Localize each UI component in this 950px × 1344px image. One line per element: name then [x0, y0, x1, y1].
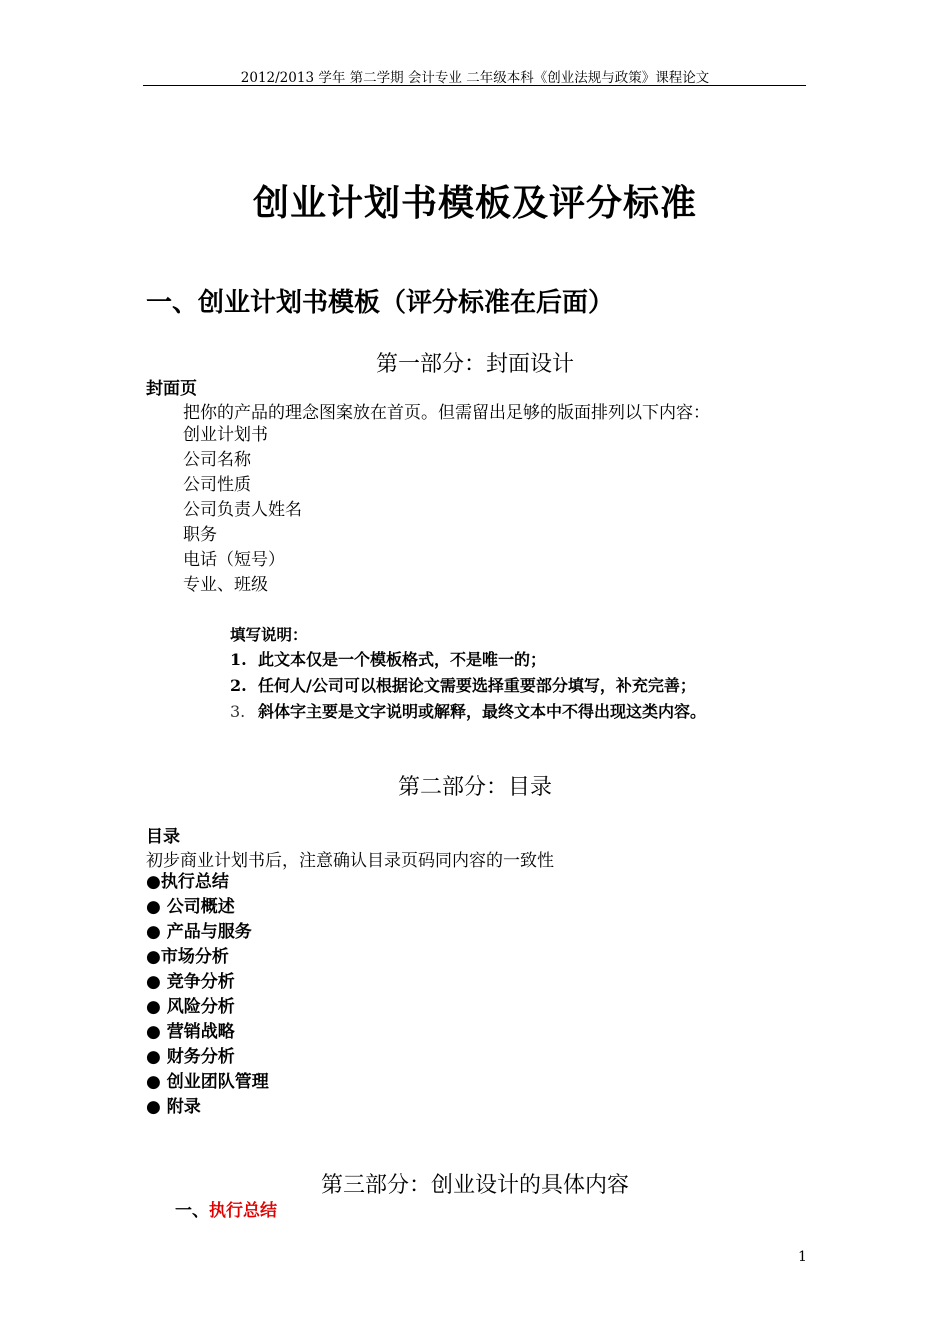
notes-list: [230, 647, 706, 725]
note-item: [230, 699, 706, 725]
list-item: 专业、班级: [183, 575, 268, 595]
note-text: 任何人/公司可以根据论文需要选择重要部分填写，补充完善；: [258, 676, 696, 695]
list-item: 创业计划书: [183, 425, 268, 445]
note-number: 1.: [230, 650, 247, 669]
list-item: 职务: [183, 525, 217, 545]
toc-item: ● 财务分析: [146, 1047, 235, 1067]
note-number: 3.: [230, 702, 246, 721]
toc-label: 目录: [146, 827, 180, 847]
note-number: 2.: [230, 676, 247, 695]
cover-intro: 把你的产品的理念图案放在首页。但需留出足够的版面排列以下内容：: [183, 403, 710, 423]
part2-title: 第二部分：目录: [397, 775, 552, 800]
toc-item: ● 营销战略: [146, 1022, 235, 1042]
toc-item: ● 公司概述: [146, 897, 235, 917]
list-item: 电话（短号）: [183, 550, 285, 570]
subhead-prefix: 一、: [175, 1201, 209, 1221]
toc-intro: 初步商业计划书后，注意确认目录页码同内容的一致性: [146, 851, 554, 871]
cover-page-label: 封面页: [146, 379, 197, 399]
toc-item: ● 创业团队管理: [146, 1072, 269, 1092]
section-heading-template: 一、创业计划书模板（评分标准在后面）: [146, 288, 615, 318]
notes-label: 填写说明：: [230, 626, 308, 644]
toc-list: [146, 870, 269, 1120]
part3-title: 第三部分：创业设计的具体内容: [320, 1173, 629, 1198]
note-item: [230, 673, 706, 699]
toc-item: ● 风险分析: [146, 997, 235, 1017]
toc-item: ● 竞争分析: [146, 972, 235, 992]
list-item: 公司性质: [183, 475, 251, 495]
note-item: [230, 647, 706, 673]
toc-item: ● 附录: [146, 1097, 201, 1117]
cover-items-list: [183, 423, 302, 598]
toc-item: ●市场分析: [146, 947, 229, 967]
toc-item: ●执行总结: [146, 872, 229, 892]
list-item: 公司名称: [183, 450, 251, 470]
running-header: 2012/2013 学年 第二学期 会计专业 二年级本科《创业法规与政策》课程论文: [240, 70, 710, 86]
note-text: 斜体字主要是文字说明或解释，最终文本中不得出现这类内容。: [258, 702, 707, 721]
toc-item: ● 产品与服务: [146, 922, 252, 942]
executive-summary-heading: [175, 1196, 277, 1221]
subhead-title: 执行总结: [209, 1201, 277, 1221]
part1-title: 第一部分：封面设计: [375, 352, 574, 377]
filling-notes: [230, 623, 706, 725]
page-number: 1: [798, 1249, 807, 1265]
header-rule: [143, 85, 806, 86]
document-title: 创业计划书模板及评分标准: [252, 183, 697, 224]
note-text: 此文本仅是一个模板格式，不是唯一的；: [258, 650, 547, 669]
list-item: 公司负责人姓名: [183, 500, 302, 520]
